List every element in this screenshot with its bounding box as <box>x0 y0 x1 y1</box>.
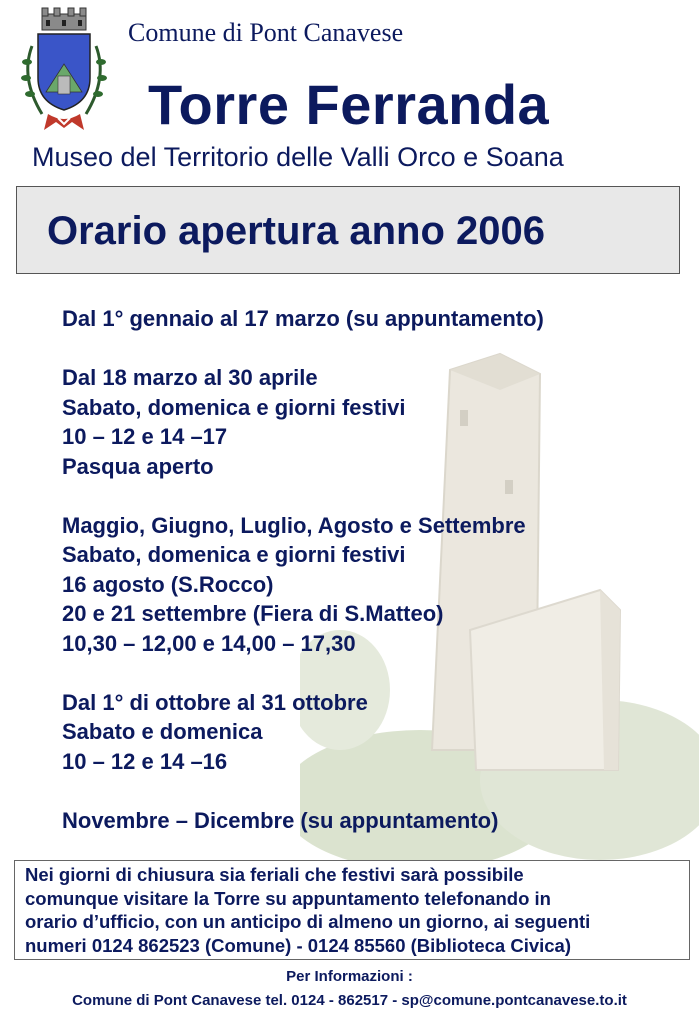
page-title: Torre Ferranda <box>148 73 550 136</box>
schedule-line: Dal 18 marzo al 30 aprile <box>62 365 318 390</box>
opening-hours-title: Orario apertura anno 2006 <box>47 209 545 253</box>
page-subtitle: Museo del Territorio delle Valli Orco e Soana <box>32 142 564 172</box>
schedule-list <box>62 304 682 835</box>
schedule-line: Maggio, Giugno, Luglio, Agosto e Settembre <box>62 512 526 538</box>
coat-of-arms-icon <box>14 6 114 134</box>
municipality-name: Comune di Pont Canavese <box>128 18 404 47</box>
notice-line: comunque visitare la Torre su appuntamento telefonando in <box>25 887 551 909</box>
schedule-line: Pasqua aperto <box>62 453 214 479</box>
schedule-spacer <box>62 481 682 511</box>
notice-line: numeri 0124 862523 (Comune) - 0124 85560 (Biblioteca Civica) <box>25 934 572 956</box>
schedule-line: 10 – 12 e 14 –16 <box>62 748 228 774</box>
opening-hours-banner <box>16 186 680 274</box>
schedule-line: Novembre – Dicembre (su appuntamento) <box>62 807 499 833</box>
schedule-line: Sabato, domenica e giorni festivi <box>62 542 406 567</box>
schedule-line: 10,30 – 12,00 e 14,00 – 17,30 <box>62 630 356 656</box>
schedule-line: 20 e 21 settembre (Fiera di S.Matteo) <box>62 601 444 626</box>
schedule-line: Dal 1° di ottobre al 31 ottobre <box>62 689 368 715</box>
schedule-line: Dal 1° gennaio al 17 marzo (su appuntamento) <box>62 306 544 331</box>
schedule-line: 10 – 12 e 14 –17 <box>62 424 228 449</box>
info-label: Per Informazioni : <box>286 968 413 985</box>
schedule-line: 16 agosto (S.Rocco) <box>62 571 274 597</box>
contact-line: Comune di Pont Canavese tel. 0124 - 862517 - sp@comune.pontcanavese.to.it <box>72 992 627 1009</box>
schedule-line: Sabato, domenica e giorni festivi <box>62 394 406 420</box>
schedule-spacer <box>62 776 682 806</box>
notice-line: Nei giorni di chiusura sia feriali che festivi sarà possibile <box>25 864 524 885</box>
schedule-spacer <box>62 334 682 364</box>
schedule-spacer <box>62 658 682 688</box>
notice-line: orario d’ufficio, con un anticipo di almeno un giorno, ai seguenti <box>25 911 591 932</box>
schedule-line: Sabato e domenica <box>62 719 263 744</box>
closure-notice-box <box>14 860 690 960</box>
